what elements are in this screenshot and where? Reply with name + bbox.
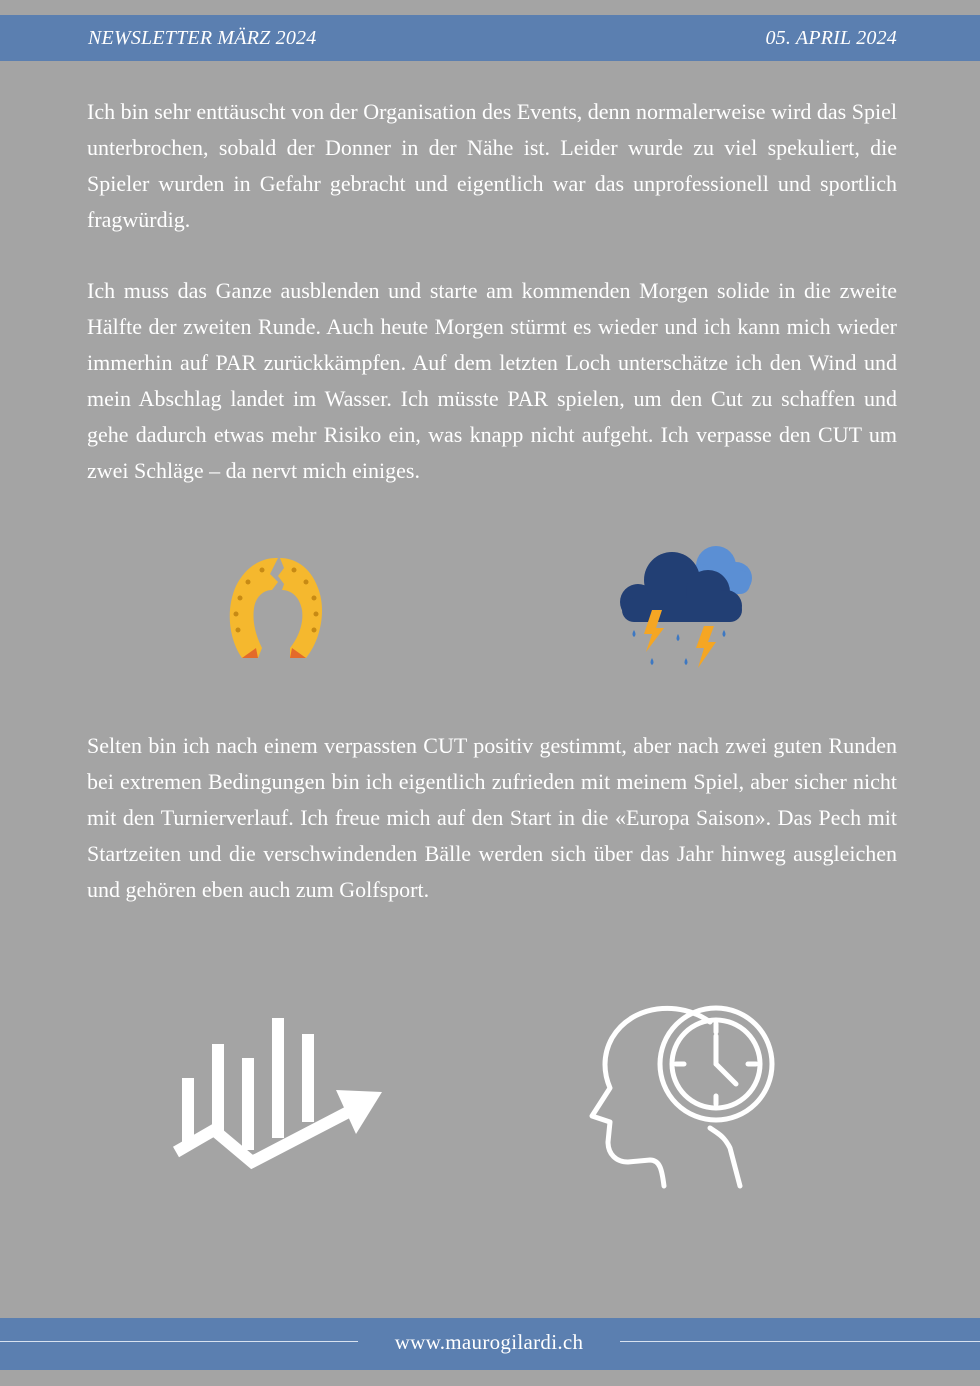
paragraph-organisation: Ich bin sehr enttäuscht von der Organisation des Events, denn normalerweise wird das Spiel unterbrochen, sobald der Donner in der Nähe ist. Leider wurde zu viel spekuliert, die Spieler wurden in Gefahr gebracht und eigentlich war das unprofessionell und sportlich fragwürdig. <box>87 99 897 232</box>
footer-divider-right <box>620 1341 980 1342</box>
paragraph-second-round: Ich muss das Ganze ausblenden und starte am kommenden Morgen solide in die zweite Hälfte der zweiten Runde. Auch heute Morgen stürmt es wieder und ich kann mich wieder immerhin auf PAR zurückkämpfen. Auf dem letzten Loch unterschätze ich den Wind und mein Abschlag landet im Wasser. Ich müsste PAR spielen, um den Cut zu schaffen und gehe dadurch etwas mehr Risiko ein, was knapp nicht aufgeht. Ich verpasse den CUT um zwei Schläge – da nervt mich einiges. <box>87 278 897 483</box>
newsletter-title: NEWSLETTER MÄRZ 2024 <box>88 27 317 49</box>
paragraph-outlook: Selten bin ich nach einem verpassten CUT positiv gestimmt, aber nach zwei guten Runden bei extremen Bedingungen bin ich eigentlich zufrieden mit meinem Spiel, aber sicher nicht mit den Turnierverlauf. Ich freue mich auf den Start in die «Europa Saison». Das Pech mit Startzeiten und die verschwindenden Bälle werden sich über das Jahr hinweg ausgleichen und gehören eben auch zum Golfsport. <box>87 733 897 902</box>
head-clock-icon <box>588 998 782 1192</box>
website-link[interactable]: www.maurogilardi.ch <box>394 1330 584 1354</box>
growth-chart-icon <box>170 1012 390 1184</box>
footer-divider-left <box>0 1341 358 1342</box>
broken-horseshoe-icon <box>218 552 338 664</box>
newsletter-date: 05. APRIL 2024 <box>765 27 897 49</box>
thunderstorm-cloud-icon <box>612 540 758 678</box>
